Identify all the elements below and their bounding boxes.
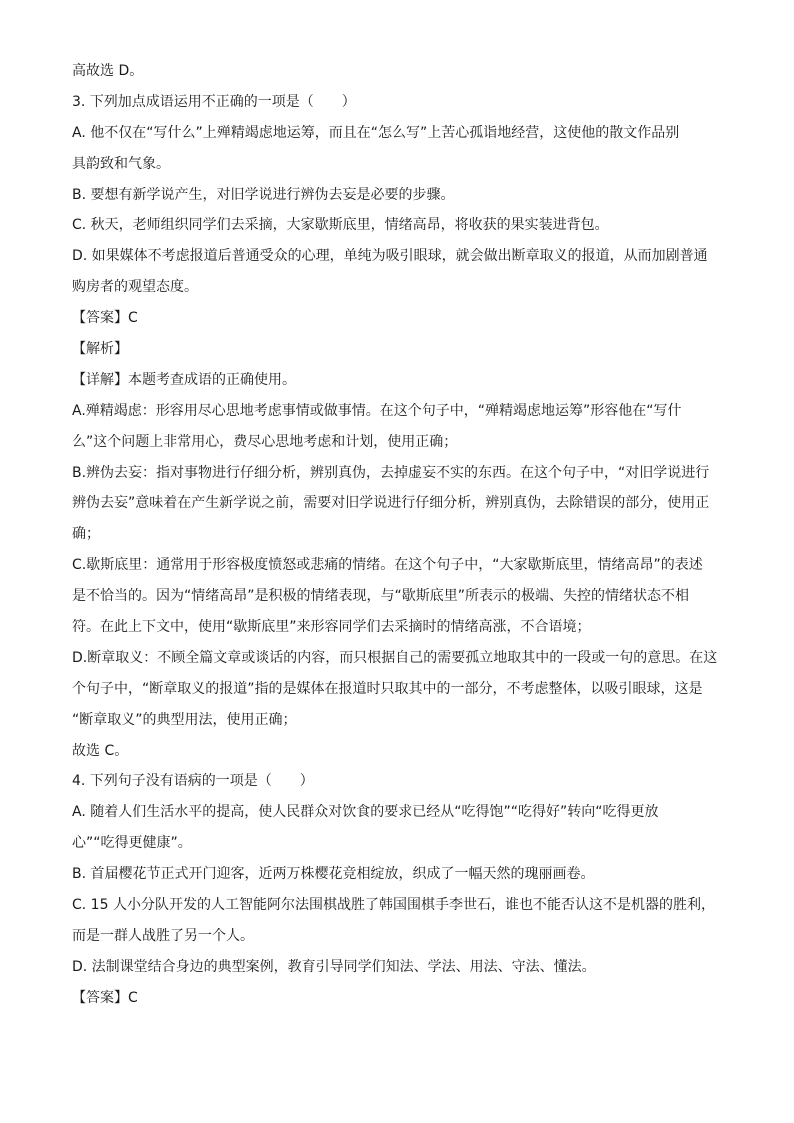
question-3-option-a: A. 他不仅在“写什么”上殚精竭虑地运筹，而且在“怎么写”上苦心孤诣地经营，这使他的散文作品别: [72, 124, 680, 141]
analysis-c-cont2: 符。在此上下文中，使用“歇斯底里”来形容同学们去采摘时的情绪高涨，不合语境；: [72, 619, 591, 636]
analysis-a-cont: 么”这个问题上非常用心，费尽心思地考虑和计划，使用正确；: [72, 433, 458, 450]
question-3-option-d: D. 如果媒体不考虑报道后普通受众的心理，单纯为吸引眼球，就会做出断章取义的报道，从而加剧普通: [72, 248, 708, 265]
answer-label: 【答案】C: [72, 310, 138, 327]
analysis-b-cont: 辨伪去妄”意味着在产生新学说之前，需要对旧学说进行仔细分析，辨别真伪，去除错误的部分，使用正: [72, 495, 710, 512]
question-3-option-a-cont: 具韵致和气象。: [72, 155, 170, 172]
question-4-option-d: D. 法制课堂结合身边的典型案例，教育引导同学们知法、学法、用法、守法、懂法。: [72, 958, 596, 975]
question-3-option-d-cont: 购房者的观望态度。: [72, 279, 198, 296]
analysis-d-cont2: “断章取义”的典型用法，使用正确；: [72, 711, 297, 728]
text-line: 高故选 D。: [72, 63, 144, 79]
analysis-a: A.殚精竭虑：形容用尽心思地考虑事情或做事情。在这个句子中，“殚精竭虑地运筹”形容他在“写什: [72, 402, 682, 419]
analysis-label: 【解析】: [72, 341, 128, 358]
question-3-option-b: B. 要想有新学说产生，对旧学说进行辨伪去妄是必要的步骤。: [72, 186, 455, 203]
document-page: [72, 62, 724, 1020]
question-4-option-a: A. 随着人们生活水平的提高，使人民群众对饮食的要求已经从“吃得饱”“吃得好”转向“吃得更放: [72, 804, 659, 821]
analysis-c-cont: 是不恰当的。因为“情绪高昂”是积极的情绪表现，与“歇斯底里”所表示的极端、失控的情绪状态不相: [72, 588, 690, 605]
question-4-option-b: B. 首届樱花节正式开门迎客，近两万株樱花竞相绽放，织成了一幅天然的瑰丽画卷。: [72, 866, 595, 883]
answer-label-2: 【答案】C: [72, 989, 138, 1006]
analysis-d: D.断章取义：不顾全篇文章或谈话的内容，而只根据自己的需要孤立地取其中的一段或一句的意思。在这: [72, 649, 718, 666]
detail-intro: 【详解】本题考查成语的正确使用。: [72, 371, 296, 388]
question-3-stem: 3. 下列加点成语运用不正确的一项是（ ）: [72, 93, 356, 110]
question-4-option-a-cont: 心”“吃得更健康”。: [72, 835, 192, 852]
question-4-stem: 4. 下列句子没有语病的一项是（ ）: [72, 773, 314, 790]
analysis-b-cont2: 确；: [72, 526, 100, 543]
analysis-b: B.辨伪去妄：指对事物进行仔细分析，辨别真伪，去掉虚妄不实的东西。在这个句子中，“对旧学说进行: [72, 464, 710, 481]
analysis-d-cont: 个句子中，“断章取义的报道”指的是媒体在报道时只取其中的一部分，不考虑整体，以吸引眼球，这是: [72, 680, 703, 697]
question-4-option-c-cont: 而是一群人战胜了另一个人。: [72, 927, 254, 944]
conclusion: 故选 C。: [72, 742, 129, 759]
question-4-option-c: C. 15 人小分队开发的人工智能阿尔法围棋战胜了韩国围棋手李世石，谁也不能否认这不是机器的胜利，: [72, 897, 715, 914]
analysis-c: C.歇斯底里：通常用于形容极度愤怒或悲痛的情绪。在这个句子中，“大家歇斯底里，情绪高昂”的表述: [72, 557, 703, 574]
question-3-option-c: C. 秋天，老师组织同学们去采摘，大家歇斯底里，情绪高昂，将收获的果实装进背包。: [72, 217, 609, 234]
